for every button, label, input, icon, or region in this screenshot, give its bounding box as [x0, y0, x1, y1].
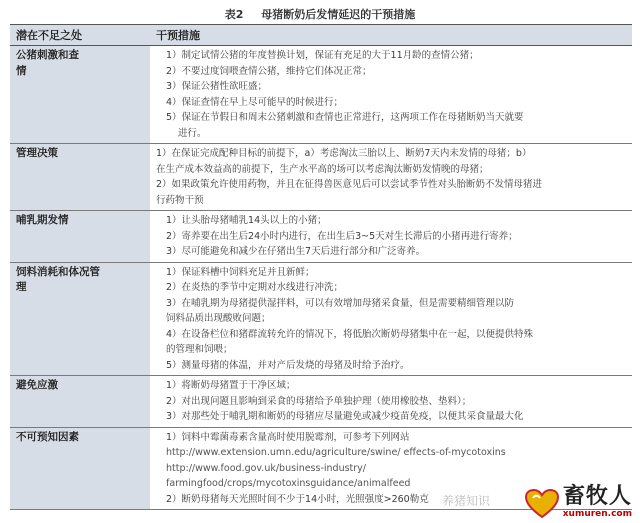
reference-url: http://www.extension.umn.edu/agriculture/swine/ effects-of-mycotoxins — [166, 447, 506, 458]
intervention-line: 2）断奶母猪每天光照时间不少于14小时，光照强度>260勒克 — [166, 493, 429, 505]
row-category-text: 不可预知因素 — [16, 430, 79, 443]
table-caption: 母猪断奶后发情延迟的干预措施 — [261, 8, 416, 21]
intervention-line: 2）如果政策允许使用药物，并且在征得兽医意见后可以尝试季节性对头胎断奶不发情母猪进 — [156, 179, 543, 190]
row-category — [10, 144, 150, 211]
header-interventions: 干预措施 — [150, 25, 632, 46]
intervention-line: 1）在保证完成配种目标的前提下，a）考虑淘汰三胎以上、断奶7天内未发情的母猪；b） — [156, 148, 532, 159]
intervention-line: 3）尽可能避免和减少在仔猪出生7天后进行部分和广泛寄养。 — [166, 246, 426, 257]
row-category — [10, 427, 150, 510]
row-category-text: 哺乳期发情 — [16, 214, 69, 226]
intervention-line: 3）在哺乳期为母猪提供湿拌料，可以有效增加母猪采食量，但是需要精细管理以防 — [166, 297, 515, 309]
intervention-line: 进行。 — [178, 127, 207, 139]
intervention-line: 饲料品质出现酸败问题； — [166, 313, 271, 324]
intervention-line: 3）保证公猪性欲旺盛； — [166, 81, 268, 92]
intervention-line: 2）寄养要在出生后24小时内进行，在出生后3~5天对生长滞后的小猪再进行寄养； — [166, 230, 518, 242]
table-body — [10, 46, 632, 510]
table-row — [10, 211, 632, 263]
row-interventions — [150, 376, 632, 428]
intervention-line: 5）测量母猪的体温，并对产后发烧的母猪及时给予治疗。 — [166, 359, 410, 371]
table-title — [0, 6, 640, 22]
reference-url: farmingfood/crops/mycotoxinsguidance/animalfeed — [166, 478, 411, 489]
intervention-line: 行药物干预 — [156, 194, 204, 206]
intervention-line: 2）在炎热的季节中定期对水线进行冲洗； — [166, 282, 344, 293]
intervention-line: 2）对出现问题且影响到采食的母猪给予单独护理（使用橡胶垫、垫料）； — [166, 395, 472, 407]
header-potential-deficiency: 潜在不足之处 — [10, 25, 150, 46]
table-row — [10, 376, 632, 428]
reference-url: http://www.food.gov.uk/business-industry/ — [166, 462, 366, 474]
watermark — [525, 485, 632, 519]
row-category-text: 公猪刺激和查 — [16, 49, 79, 61]
row-interventions — [150, 144, 632, 211]
row-category-text: 管理决策 — [16, 147, 58, 159]
intervention-line: 4）保证查情在早上尽可能早的时候进行； — [166, 96, 344, 108]
row-category — [10, 46, 150, 144]
intervention-line: 1）饲料中霉菌毒素含量高时使用脱霉剂，可参考下列网站 — [166, 431, 410, 443]
table-row — [10, 46, 632, 144]
watermark-url: xumuren.com — [562, 509, 632, 519]
intervention-line: 1）将断奶母猪置于干净区域； — [166, 380, 296, 391]
row-interventions — [150, 46, 632, 144]
row-interventions — [150, 211, 632, 263]
table-number: 表2 — [224, 8, 244, 21]
table-row — [10, 262, 632, 376]
table-row — [10, 144, 632, 211]
intervention-line: 在生产成本效益高的前提下，生产水平高的场可以考虑淘汰断奶发情晚的母猪； — [156, 163, 489, 175]
table-header-row — [10, 25, 632, 46]
row-category — [10, 376, 150, 428]
row-category-text: 情 — [16, 64, 27, 77]
row-interventions — [150, 262, 632, 376]
row-category-text: 避免应激 — [16, 379, 58, 391]
heart-logo-icon — [525, 489, 559, 519]
watermark-brand: 畜牧人 — [562, 484, 632, 509]
intervention-table — [10, 24, 632, 510]
intervention-line: 1）让头胎母猪哺乳14头以上的小猪； — [166, 215, 327, 226]
intervention-line: 的管理和饲喂； — [166, 344, 233, 355]
watermark-prefix: 养猪知识 — [441, 494, 490, 508]
intervention-line: 1）制定试情公猪的年度替换计划，保证有充足的大于11月龄的查情公猪； — [166, 50, 479, 61]
row-category-text: 理 — [16, 281, 27, 293]
intervention-line: 2）不要过度饲喂查情公猪，维持它们体况正常； — [166, 65, 372, 77]
intervention-line: 1）保证料槽中饲料充足并且新鲜； — [166, 266, 315, 278]
row-category-text: 饲料消耗和体况管 — [16, 265, 100, 278]
intervention-line: 4）在设备栏位和猪群流转允许的情况下，将低胎次断奶母猪集中在一起，以便提供特殊 — [166, 328, 534, 340]
intervention-line: 3）对那些处于哺乳期和断奶的母猪应尽量避免或减少疫苗免疫，以便其采食量最大化 — [166, 411, 524, 422]
intervention-line: 5）保证在节假日和周末公猪刺激和查情也正常进行，这两项工作在母猪断奶当天就要 — [166, 112, 524, 123]
row-category — [10, 211, 150, 263]
row-category — [10, 262, 150, 376]
